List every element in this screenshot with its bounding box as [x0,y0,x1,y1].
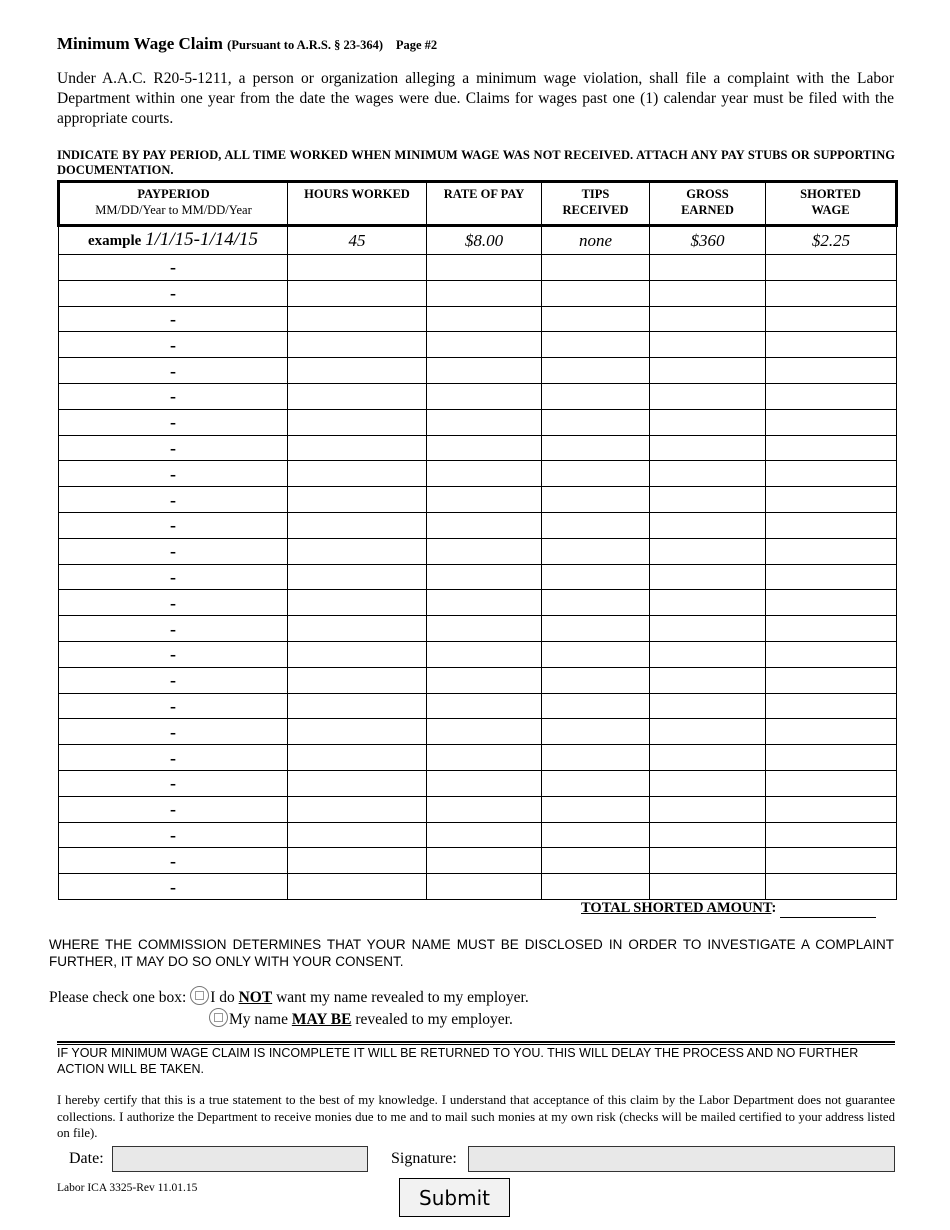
table-row [59,641,897,667]
rate-cell[interactable] [427,435,542,461]
payperiod-cell[interactable]: - [59,770,288,796]
table-header-row [59,182,897,226]
shorted-cell[interactable] [766,409,897,435]
hours-cell[interactable] [288,461,427,487]
shorted-cell[interactable] [766,461,897,487]
rate-cell[interactable] [427,280,542,306]
payperiod-cell[interactable]: - [59,358,288,384]
rate-cell[interactable] [427,306,542,332]
gross-cell[interactable] [650,306,766,332]
gross-cell[interactable] [650,383,766,409]
hours-cell[interactable] [288,693,427,719]
gross-cell[interactable] [650,512,766,538]
payperiod-cell[interactable]: - [59,616,288,642]
gross-cell[interactable] [650,358,766,384]
tips-cell[interactable] [542,564,650,590]
table-row [59,770,897,796]
hours-cell[interactable] [288,822,427,848]
example-hours: 45 [288,226,427,255]
rate-cell[interactable] [427,358,542,384]
gross-cell[interactable] [650,564,766,590]
tips-cell[interactable] [542,616,650,642]
payperiod-cell[interactable]: - [59,667,288,693]
shorted-cell[interactable] [766,616,897,642]
rate-cell[interactable] [427,487,542,513]
example-shorted: $2.25 [766,226,897,255]
table-row [59,487,897,513]
submit-button[interactable]: Submit [399,1178,510,1217]
gross-cell[interactable] [650,796,766,822]
rate-cell[interactable] [427,564,542,590]
gross-cell[interactable] [650,435,766,461]
rate-cell[interactable] [427,590,542,616]
tips-cell[interactable] [542,435,650,461]
opt1-post: want my name revealed to my employer. [276,989,529,1006]
opt2-pre: My name [229,1011,288,1028]
shorted-cell[interactable] [766,770,897,796]
gross-cell[interactable] [650,461,766,487]
shorted-cell[interactable] [766,512,897,538]
tips-cell[interactable] [542,332,650,358]
shorted-cell[interactable] [766,487,897,513]
table-row [59,512,897,538]
example-tips: none [542,226,650,255]
tips-cell[interactable] [542,848,650,874]
radio-may-reveal[interactable] [209,1008,228,1027]
hours-cell[interactable] [288,306,427,332]
gross-cell[interactable] [650,822,766,848]
col-hours [288,182,427,226]
tips-cell[interactable] [542,255,650,281]
tips-cell[interactable] [542,538,650,564]
gross-cell[interactable] [650,745,766,771]
check-prompt: Please check one box: [49,989,187,1006]
payperiod-cell[interactable]: - [59,409,288,435]
hours-cell[interactable] [288,383,427,409]
col-hours-label: HOURS WORKED [304,187,410,201]
rate-cell[interactable] [427,461,542,487]
table-row [59,461,897,487]
table-row [59,796,897,822]
total-shorted-label: TOTAL SHORTED AMOUNT [581,900,772,916]
opt2-emphasis: MAY BE [291,1011,352,1028]
example-payperiod [59,226,288,255]
tips-cell[interactable] [542,770,650,796]
gross-cell[interactable] [650,487,766,513]
hours-cell[interactable] [288,435,427,461]
shorted-cell[interactable] [766,538,897,564]
gross-cell[interactable] [650,848,766,874]
rate-cell[interactable] [427,719,542,745]
col-payperiod-label: PAYPERIOD [137,187,210,201]
hours-cell[interactable] [288,255,427,281]
signature-field[interactable] [468,1146,895,1172]
total-shorted-line [780,900,876,918]
shorted-cell[interactable] [766,435,897,461]
example-label: example [87,233,142,249]
payperiod-cell[interactable]: - [59,461,288,487]
consent-notice: WHERE THE COMMISSION DETERMINES THAT YOUR NAME MUST BE DISCLOSED IN ORDER TO INVESTIGATE A COMPLAINT FURTHER, IT MAY DO SO ONLY WITH YOUR CONSENT. [49,937,894,969]
hours-cell[interactable] [288,538,427,564]
shorted-cell[interactable] [766,255,897,281]
table-row [59,435,897,461]
hours-cell[interactable] [288,332,427,358]
opt1-emphasis: NOT [238,989,273,1006]
shorted-cell[interactable] [766,848,897,874]
payperiod-cell[interactable]: - [59,590,288,616]
payperiod-cell[interactable]: - [59,306,288,332]
shorted-cell[interactable] [766,641,897,667]
tips-cell[interactable] [542,796,650,822]
col-gross-label-2: EARNED [681,203,734,217]
rate-cell[interactable] [427,332,542,358]
hours-cell[interactable] [288,409,427,435]
tips-cell[interactable] [542,409,650,435]
gross-cell[interactable] [650,409,766,435]
table-row [59,590,897,616]
tips-cell[interactable] [542,461,650,487]
gross-cell[interactable] [650,255,766,281]
col-payperiod [59,182,288,226]
rate-cell[interactable] [427,383,542,409]
payperiod-cell[interactable]: - [59,487,288,513]
rate-cell[interactable] [427,693,542,719]
rate-cell[interactable] [427,874,542,900]
shorted-cell[interactable] [766,693,897,719]
rate-cell[interactable] [427,796,542,822]
hours-cell[interactable] [288,590,427,616]
gross-cell[interactable] [650,719,766,745]
total-shorted [581,900,876,918]
hours-cell[interactable] [288,745,427,771]
payperiod-cell[interactable]: - [59,255,288,281]
hours-cell[interactable] [288,564,427,590]
hours-cell[interactable] [288,512,427,538]
divider-thick [57,1041,895,1043]
example-rate: $8.00 [427,226,542,255]
hours-cell[interactable] [288,848,427,874]
opt1-pre: I do [210,989,235,1006]
shorted-cell[interactable] [766,667,897,693]
table-instruction: INDICATE BY PAY PERIOD, ALL TIME WORKED WHEN MINIMUM WAGE WAS NOT RECEIVED. ATTACH ANY PAY STUBS OR SUPPORTING DOCUMENTATION. [57,148,895,177]
name-disclosure-option-2 [209,1008,513,1029]
shorted-cell[interactable] [766,306,897,332]
table-row [59,719,897,745]
rate-cell[interactable] [427,745,542,771]
table-row [59,383,897,409]
hours-cell[interactable] [288,719,427,745]
table-row [59,745,897,771]
col-payperiod-format: MM/DD/Year to MM/DD/Year [95,203,252,217]
shorted-cell[interactable] [766,822,897,848]
date-field[interactable] [112,1146,368,1172]
tips-cell[interactable] [542,487,650,513]
payperiod-cell[interactable]: - [59,745,288,771]
date-label: Date: [69,1150,104,1167]
gross-cell[interactable] [650,590,766,616]
tips-cell[interactable] [542,641,650,667]
tips-cell[interactable] [542,306,650,332]
gross-cell[interactable] [650,770,766,796]
form-number: Labor ICA 3325-Rev 11.01.15 [57,1182,198,1194]
hours-cell[interactable] [288,874,427,900]
table-row [59,616,897,642]
pay-period-table-wrapper [57,180,895,900]
shorted-cell[interactable] [766,719,897,745]
table-row [59,306,897,332]
page-number: Page #2 [395,38,438,52]
col-rate-label: RATE OF PAY [443,187,525,201]
gross-cell[interactable] [650,332,766,358]
opt2-post: revealed to my employer. [355,1011,513,1028]
rate-cell[interactable] [427,848,542,874]
payperiod-cell[interactable]: - [59,719,288,745]
certification-statement: I hereby certify that this is a true statement to the best of my knowledge. I understand that acceptance of this claim by the Labor Department does not guarantee collections. I authorize the Department to receive monies due to me and to mail such monies at my own risk (checks will be mailed certified to your address listed on file). [57,1093,895,1140]
rate-cell[interactable] [427,822,542,848]
title-subtitle: (Pursuant to A.R.S. § 23-364) [227,38,384,52]
tips-cell[interactable] [542,719,650,745]
shorted-cell[interactable] [766,796,897,822]
rate-cell[interactable] [427,538,542,564]
shorted-cell[interactable] [766,280,897,306]
table-row [59,358,897,384]
hours-cell[interactable] [288,358,427,384]
payperiod-cell[interactable]: - [59,332,288,358]
rate-cell[interactable] [427,409,542,435]
tips-cell[interactable] [542,358,650,384]
example-gross: $360 [650,226,766,255]
shorted-cell[interactable] [766,564,897,590]
total-shorted-colon: : [771,900,777,916]
gross-cell[interactable] [650,693,766,719]
table-row [59,255,897,281]
gross-cell[interactable] [650,280,766,306]
shorted-cell[interactable] [766,383,897,409]
gross-cell[interactable] [650,874,766,900]
hours-cell[interactable] [288,280,427,306]
payperiod-cell[interactable]: - [59,280,288,306]
signature-label: Signature: [391,1150,457,1167]
table-row [59,667,897,693]
payperiod-cell[interactable]: - [59,874,288,900]
col-shorted-label-1: SHORTED [800,187,861,201]
table-row [59,332,897,358]
radio-do-not-reveal[interactable] [190,986,209,1005]
shorted-cell[interactable] [766,590,897,616]
hours-cell[interactable] [288,487,427,513]
rate-cell[interactable] [427,770,542,796]
gross-cell[interactable] [650,538,766,564]
hours-cell[interactable] [288,616,427,642]
tips-cell[interactable] [542,280,650,306]
shorted-cell[interactable] [766,358,897,384]
payperiod-cell[interactable]: - [59,822,288,848]
tips-cell[interactable] [542,590,650,616]
hours-cell[interactable] [288,770,427,796]
col-tips [542,182,650,226]
rate-cell[interactable] [427,667,542,693]
col-tips-label-2: RECEIVED [562,203,629,217]
tips-cell[interactable] [542,383,650,409]
tips-cell[interactable] [542,512,650,538]
title-text: Minimum Wage Claim [57,34,223,53]
gross-cell[interactable] [650,616,766,642]
tips-cell[interactable] [542,693,650,719]
payperiod-cell[interactable]: - [59,693,288,719]
payperiod-cell[interactable]: - [59,538,288,564]
shorted-cell[interactable] [766,874,897,900]
tips-cell[interactable] [542,822,650,848]
payperiod-cell[interactable]: - [59,796,288,822]
table-row [59,409,897,435]
form-title [57,34,437,54]
tips-cell[interactable] [542,745,650,771]
payperiod-cell[interactable]: - [59,848,288,874]
shorted-cell[interactable] [766,745,897,771]
col-shorted-label-2: WAGE [811,203,850,217]
example-row [59,226,897,255]
rate-cell[interactable] [427,641,542,667]
rate-cell[interactable] [427,512,542,538]
tips-cell[interactable] [542,874,650,900]
rate-cell[interactable] [427,255,542,281]
payperiod-cell[interactable]: - [59,435,288,461]
hours-cell[interactable] [288,667,427,693]
gross-cell[interactable] [650,667,766,693]
table-row [59,538,897,564]
table-row [59,693,897,719]
payperiod-cell[interactable]: - [59,564,288,590]
col-gross [650,182,766,226]
incomplete-warning: IF YOUR MINIMUM WAGE CLAIM IS INCOMPLETE IT WILL BE RETURNED TO YOU. THIS WILL DELAY THE PROCESS AND NO FURTHER ACTION WILL BE TAKEN. [57,1046,859,1076]
shorted-cell[interactable] [766,332,897,358]
payperiod-cell[interactable]: - [59,641,288,667]
hours-cell[interactable] [288,796,427,822]
example-period-value: 1/1/15-1/14/15 [145,229,259,250]
intro-paragraph: Under A.A.C. R20-5-1211, a person or organization alleging a minimum wage violation, shall file a complaint with the Labor Department within one year from the date the wages were due. Claims for wages past one (1) calendar year must be filed with the appropriate courts. [57,70,894,127]
payperiod-cell[interactable]: - [59,512,288,538]
table-row [59,564,897,590]
name-disclosure-option-1 [49,986,529,1007]
table-body [59,226,897,900]
col-gross-label-1: GROSS [686,187,729,201]
table-row [59,848,897,874]
hours-cell[interactable] [288,641,427,667]
table-row [59,280,897,306]
payperiod-cell[interactable]: - [59,383,288,409]
col-tips-label-1: TIPS [581,187,610,201]
tips-cell[interactable] [542,667,650,693]
col-rate [427,182,542,226]
gross-cell[interactable] [650,641,766,667]
table-row [59,822,897,848]
rate-cell[interactable] [427,616,542,642]
col-shorted [766,182,897,226]
table-row [59,874,897,900]
pay-period-table [57,180,898,900]
